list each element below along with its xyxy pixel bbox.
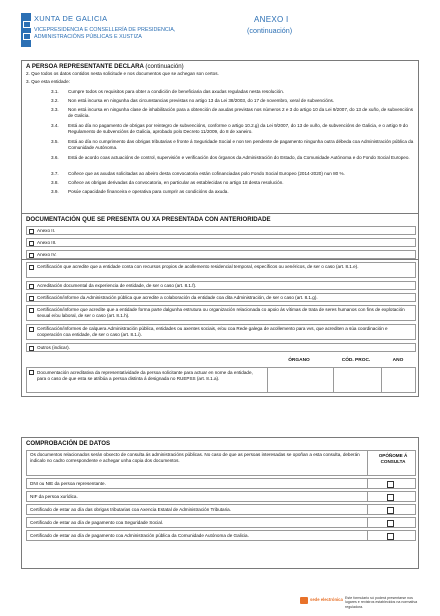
footer-note: Este formulario só poderá presentarse nos lugares e rexistros establecidos na normativa reguladora. xyxy=(345,596,418,609)
column-organ: ÓRGANO xyxy=(288,358,310,363)
annex-continuation: (continuación) xyxy=(247,26,293,35)
item-text: Cumpre todos os requisitos para obter a condición de beneficiaria das axudas reguladas nesta resolución. xyxy=(68,89,285,94)
doc-checkbox[interactable] xyxy=(29,308,34,313)
consult-row-label: Certificado de estar ao día das obrigas tributarias coa Axencia Estatal de Administración Tributaria. xyxy=(30,507,231,512)
org-department-line-1: VICEPRESIDENCIA E CONSELLERÍA DE PRESIDENCIA, xyxy=(34,27,176,33)
column-divider xyxy=(367,479,368,488)
consult-row-label: DNI ou NIE da persoa representante. xyxy=(30,481,106,486)
oppose-checkbox[interactable] xyxy=(387,494,394,501)
column-divider xyxy=(367,531,368,540)
org-department xyxy=(34,27,194,41)
declaration-item xyxy=(51,98,414,104)
xunta-logo-icon xyxy=(21,13,31,47)
org-name: XUNTA DE GALICIA xyxy=(34,14,108,23)
column-divider xyxy=(367,451,368,475)
annex-title: ANEXO I xyxy=(254,15,289,24)
consult-row xyxy=(26,517,416,528)
doc-row-label: Anexo IV. xyxy=(37,252,57,257)
item-number: 3.4. xyxy=(51,123,59,128)
sede-logo-icon xyxy=(300,597,308,604)
item-number: 3.8. xyxy=(51,180,59,185)
doc-row-label: Certificación que acredite que a entidade conta con recursos propios de acollemento residencial temporal, específicos ou xenéricos, de ser o caso (art. 8.1.e). xyxy=(37,264,359,269)
consult-intro-row xyxy=(26,450,416,476)
doc-columns-header xyxy=(26,358,416,366)
doc-row-label: Certificación/informes de calquera Administración pública, entidades ou axentes sociais, e/ou coa Rede galega de acollemento para vvs, que acrediten a súa coordinación e cooperación coa entidade, de ser o caso (art. 8.1.i). xyxy=(37,326,388,337)
organ-input-cell[interactable] xyxy=(267,368,333,392)
doc-row xyxy=(26,262,416,278)
item-text: Está ao día no cumprimento das obrigas tributarias e fronte á Seguridade Social e non ten pendente de pagamento ningunha outra débeda coa Administración pública da Comunidade Autónoma. xyxy=(68,139,414,150)
item-text: Está ao día no pagamento de obrigas por reintegro de subvencións, conforme o artigo 10.2.g) da Lei 9/2007, do 13 de xuño, de subvencións de Galicia, e o artigo 9 do Regulamento de subvencións de Galicia, aprobado polo Decreto 11/2009, do 8 de xaneiro. xyxy=(68,123,408,134)
consult-intro-text: Os documentos relacionados serán obxecto de consulta ás administracións públicas. No caso de que as persoas interesadas se opoñan a esta consulta, deberán indicalo no cadro correspondente e achegar unha copia dos documentos. xyxy=(30,452,360,463)
doc-row-label: Acreditación documental da experiencia de entidade, de ser o caso (art. 8.1.f). xyxy=(37,283,197,288)
representation-doc-label: Documentación acreditativa da representatividade da persoa solicitante para actuar en nome da entidade, para o caso de que esta se atribúa a persoa distinta á designada no RUEPSS (art. 8.1.a). xyxy=(37,370,253,381)
oppose-checkbox[interactable] xyxy=(387,481,394,488)
declaration-item xyxy=(51,171,414,177)
documentation-section xyxy=(21,213,419,397)
doc-row xyxy=(26,293,416,302)
consult-row-label: NIF da persoa xurídica. xyxy=(30,494,78,499)
column-year: ANO xyxy=(392,358,404,363)
declaration-item xyxy=(51,123,414,135)
declaration-item xyxy=(51,89,414,95)
oppose-checkbox[interactable] xyxy=(387,520,394,527)
doc-checkbox[interactable] xyxy=(29,346,34,351)
doc-row xyxy=(26,226,416,235)
item-text: Non está incursa en ningunha das circunstancias previstas no artigo 13 da Lei 38/2003, do 17 de novembro, xeral de subvencións. xyxy=(68,98,335,103)
year-input-cell[interactable] xyxy=(381,368,417,392)
doc-checkbox[interactable] xyxy=(29,284,34,289)
doc-row xyxy=(26,238,416,247)
column-divider xyxy=(367,492,368,501)
item-text: Coñece as obrigas derivadas da convocatoria, en particular as establecidas no artigo 18 desta resolución. xyxy=(68,180,284,185)
doc-row-label: Anexo II. xyxy=(37,228,56,233)
declaration-line-3: 3. Que esta entidade: xyxy=(26,79,70,84)
doc-row-label: Anexo III. xyxy=(37,240,57,245)
consult-row xyxy=(26,491,416,502)
doc-row xyxy=(26,250,416,259)
declaration-item xyxy=(51,139,414,151)
consult-row xyxy=(26,504,416,515)
item-text: Coñece que as axudas solicitadas ao abeiro desta convocatoria están cofinanciadas polo Fondo Social Europeo (2014-2020) nun 80 %. xyxy=(68,171,345,176)
declaration-item xyxy=(51,189,414,195)
doc-checkbox[interactable] xyxy=(29,296,34,301)
column-divider xyxy=(367,505,368,514)
item-number: 3.2. xyxy=(51,98,59,103)
doc-checkbox[interactable] xyxy=(29,265,34,270)
proc-code-input-cell[interactable] xyxy=(333,368,381,392)
declaration-title-suffix: (continuación) xyxy=(145,63,184,70)
doc-checkbox[interactable] xyxy=(29,327,34,332)
consult-row xyxy=(26,530,416,541)
declaration-item xyxy=(51,180,414,186)
doc-checkbox[interactable] xyxy=(29,241,34,246)
column-proc-code: CÓD. PROC. xyxy=(341,358,371,363)
declaration-title-text: A PERSOA REPRESENTANTE DECLARA xyxy=(26,63,144,70)
data-check-section xyxy=(21,437,419,569)
declaration-item xyxy=(51,107,414,119)
item-number: 3.7. xyxy=(51,171,59,176)
oppose-checkbox[interactable] xyxy=(387,533,394,540)
data-check-title: COMPROBACIÓN DE DATOS xyxy=(26,440,111,447)
item-number: 3.3. xyxy=(51,107,59,112)
doc-row-label: Certificación/informe da Administración pública que acredite a colaboración da entidade coa dita Administración, de ser o caso (art. 8.1.g). xyxy=(37,295,318,300)
item-number: 3.1. xyxy=(51,89,59,94)
item-number: 3.6. xyxy=(51,155,59,160)
doc-row xyxy=(26,324,416,340)
item-text: Está de acordo coas actuacións de control, supervisión e verificación dos órganos da Administración do Estado, da Comunidade Autónoma e do Fondo Social Europeo. xyxy=(68,155,410,160)
consult-row xyxy=(26,478,416,489)
representation-doc-row xyxy=(26,367,416,393)
column-divider xyxy=(367,518,368,527)
document-header xyxy=(21,13,421,53)
doc-row xyxy=(26,343,416,352)
item-number: 3.9. xyxy=(51,189,59,194)
oppose-checkbox[interactable] xyxy=(387,507,394,514)
doc-checkbox[interactable] xyxy=(29,229,34,234)
item-text: Posúe capacidade financeira e operativa para cumprir as condicións da axuda. xyxy=(68,189,229,194)
doc-row xyxy=(26,305,416,321)
declaration-line-2: 2. Que todos os datos contidos nesta solicitude e nos documentos que se achegan son certos. xyxy=(26,71,219,76)
footer-brand: sede electrónica xyxy=(310,597,343,602)
consult-row-label: Certificado de estar ao día de pagamento coa Administración pública da Comunidade Autónoma de Galicia. xyxy=(30,533,249,538)
documentation-title: DOCUMENTACIÓN QUE SE PRESENTA OU XA PRESENTADA CON ANTERIORIDADE xyxy=(26,216,271,223)
item-text: Non está incursa en ningunha clase de inhabilitación para a obtención de axudas previstas nos números 2 e 3 do artigo 10 da Lei 9/2007, do 13 de xuño, de subvencións de Galicia. xyxy=(68,107,414,118)
oppose-consult-header: OPÓÑOME Á CONSULTA xyxy=(378,453,408,464)
doc-checkbox[interactable] xyxy=(29,370,34,375)
doc-checkbox[interactable] xyxy=(29,253,34,258)
consult-row-label: Certificado de estar ao día de pagamento coa Seguridade Social. xyxy=(30,520,164,525)
org-department-line-2: ADMINISTRACIÓNS PÚBLICAS E XUSTIZA xyxy=(34,34,142,40)
doc-row xyxy=(26,281,416,290)
doc-row-label: Outros (indicar). xyxy=(37,345,70,350)
declaration-item xyxy=(51,155,414,161)
item-number: 3.5. xyxy=(51,139,59,144)
doc-row-label: Certificación/informe que acredite que a entidade forma parte dalgunha estrutura ou organización relacionada co apoio ás vítimas de trata de seres humanos con fins de explotación sexual e/ou laboral, de ser o caso (art. 8.1.h). xyxy=(37,307,405,318)
